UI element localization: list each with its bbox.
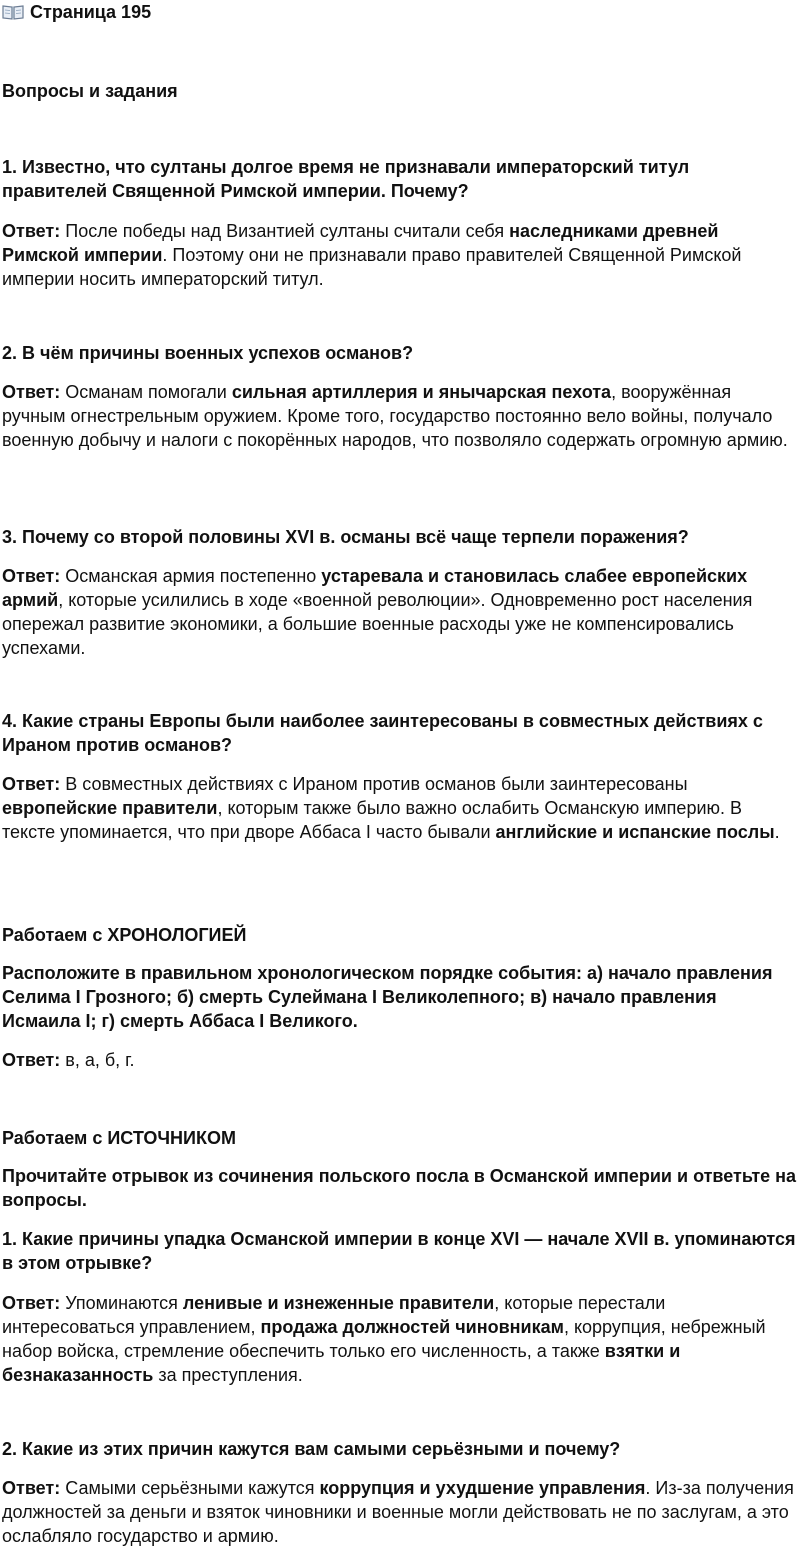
question-text: 3. Почему со второй половины XVI в. османы всё чаще терпели поражения?	[2, 527, 689, 547]
task-text: Прочитайте отрывок из сочинения польского посла в Османской империи и ответьте на вопросы.	[2, 1166, 797, 1210]
answer-run: Османская армия постепенно	[65, 566, 322, 586]
task-text: Расположите в правильном хронологическом порядке события: а) начало правления Селима I Грозного; б) смерть Сулеймана I Великолепного; в) начало правления Исмаила I; г) смерть Аббаса I Великого.	[2, 963, 773, 1031]
answer-run: Самыми серьёзными кажутся	[65, 1478, 320, 1498]
source-answer-block-2	[2, 1476, 798, 1548]
answer-run: за преступления.	[153, 1365, 303, 1385]
chronology-answer	[2, 1048, 798, 1072]
question-text: 1. Известно, что султаны долгое время не признавали императорский титул правителей Священной Римской империи. Почему?	[2, 157, 690, 201]
section-title: Вопросы и задания	[2, 81, 178, 101]
answer-emphasis: продажа должностей чиновникам	[260, 1317, 564, 1337]
answer-block-2	[2, 380, 798, 452]
answer-value: в, а, б, г.	[65, 1050, 135, 1070]
answer-run: После победы над Византией султаны считали себя	[65, 221, 510, 241]
page-title	[2, 0, 151, 24]
page-title-text: Страница 195	[30, 2, 152, 22]
chronology-task	[2, 961, 798, 1033]
answer-emphasis: коррупция и ухудшение управления	[319, 1478, 646, 1498]
source-question-block-1	[2, 1227, 798, 1275]
answer-run: , которые усилились в ходе «военной революции». Одновременно рост населения опережал развитие экономики, а большие военные расходы уже не компенсировались успехами.	[2, 590, 753, 658]
answer-block-1	[2, 219, 798, 291]
answer-label: Ответ:	[2, 566, 61, 586]
answer-emphasis: взятки и безнаказанность	[2, 1341, 681, 1385]
question-text: 1. Какие причины упадка Османской империи в конце XVI — начале XVII в. упоминаются в этом отрывке?	[2, 1229, 796, 1273]
answer-text	[2, 564, 798, 660]
answer-block-3	[2, 564, 798, 660]
answer-label: Ответ:	[2, 774, 61, 794]
answer-run: , которые перестали интересоваться управлением,	[2, 1293, 666, 1337]
answer-run: . Поэтому они не признавали право правителей Священной Римской империи носить императорский титул.	[2, 245, 742, 289]
section-title: Работаем с ИСТОЧНИКОМ	[2, 1128, 236, 1148]
answer-text	[2, 1048, 798, 1072]
source-question-block-2	[2, 1437, 798, 1461]
answer-label: Ответ:	[2, 1050, 61, 1070]
answer-label: Ответ:	[2, 221, 61, 241]
answer-block-4	[2, 772, 798, 844]
section-heading-chronology	[2, 923, 798, 947]
answer-emphasis: наследниками древней Римской империи	[2, 221, 719, 265]
answer-emphasis: ленивые и изнеженные правители	[182, 1293, 495, 1313]
answer-emphasis: европейские правители	[2, 798, 218, 818]
answer-text	[2, 1291, 798, 1387]
answer-label: Ответ:	[2, 1293, 61, 1313]
question-block-1	[2, 155, 798, 203]
answer-label: Ответ:	[2, 382, 61, 402]
answer-emphasis: сильная артиллерия и янычарская пехота	[231, 382, 612, 402]
answer-run: , вооружённая ручным огнестрельным оружием. Кроме того, государство постоянно вело войны, получало военную добычу и налоги с покорённых народов, что позволяло содержать огромную армию.	[2, 382, 788, 450]
question-block-4	[2, 709, 798, 757]
question-block-3	[2, 525, 798, 549]
answer-run: .	[774, 822, 780, 842]
question-block-2	[2, 341, 798, 365]
question-text: 4. Какие страны Европы были наиболее заинтересованы в совместных действиях с Ираном против османов?	[2, 711, 763, 755]
answer-text	[2, 772, 798, 844]
question-text: 2. Какие из этих причин кажутся вам самыми серьёзными и почему?	[2, 1439, 621, 1459]
open-book-icon	[2, 4, 24, 20]
answer-label: Ответ:	[2, 1478, 61, 1498]
answer-run: Османам помогали	[65, 382, 232, 402]
question-text: 2. В чём причины военных успехов османов?	[2, 343, 414, 363]
section-title: Работаем с ХРОНОЛОГИЕЙ	[2, 925, 247, 945]
answer-run: , коррупция, небрежный набор войска, стремление обеспечить только его численность, а также	[2, 1317, 766, 1361]
source-answer-block-1	[2, 1291, 798, 1387]
answer-text	[2, 1476, 798, 1548]
section-heading-questions	[2, 79, 798, 103]
answer-emphasis: устаревала и становилась слабее европейских армий	[2, 566, 748, 610]
answer-run: В совместных действиях с Ираном против османов были заинтересованы	[65, 774, 688, 794]
section-heading-source	[2, 1126, 798, 1150]
answer-run: . Из-за получения должностей за деньги и взяток чиновники и военные могли действовать не по заслугам, а это ослабляло государство и армию.	[2, 1478, 794, 1546]
answer-run: Упоминаются	[65, 1293, 183, 1313]
answer-emphasis: английские и испанские послы	[495, 822, 775, 842]
answer-run: , которым также было важно ослабить Османскую империю. В тексте упоминается, что при дворе Аббаса I часто бывали	[2, 798, 743, 842]
source-task	[2, 1164, 798, 1212]
answer-text	[2, 219, 798, 291]
answer-text	[2, 380, 798, 452]
